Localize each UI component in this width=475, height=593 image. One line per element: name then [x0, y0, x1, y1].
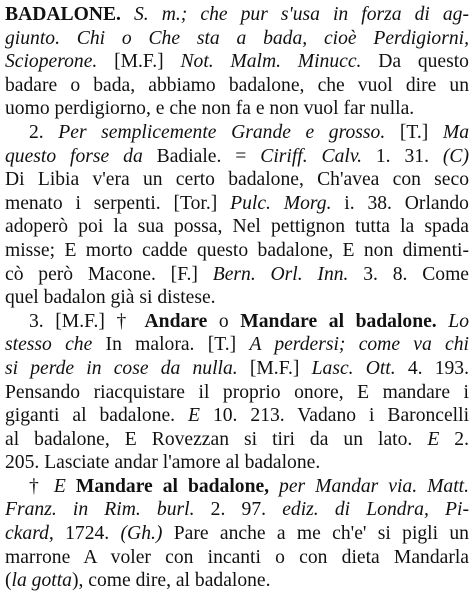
- italic-text-run: stesso che: [5, 334, 93, 356]
- text-line: [5, 546, 469, 570]
- text-run: Di Libia v'era un certo badalone, Ch'avea con seco: [5, 169, 469, 191]
- text-line: [5, 569, 469, 593]
- text-line: [5, 239, 469, 263]
- text-line: [5, 475, 469, 499]
- text-run: 2.: [29, 121, 59, 143]
- text-line: [5, 286, 469, 310]
- text-line: [5, 121, 469, 145]
- text-run: 4. 193.: [395, 357, 469, 379]
- text-run: adoperò poi la sua possa, Nel pettignon tutta la spada: [5, 216, 469, 238]
- italic-text-run: si perde in cose da nulla.: [5, 357, 238, 379]
- text-line: [5, 168, 469, 192]
- bold-text-run: Mandare al badalone,: [65, 475, 270, 497]
- text-run: [M.F.]: [237, 357, 312, 379]
- text-run: †: [29, 475, 54, 497]
- text-run: Badiale. =: [142, 145, 261, 167]
- text-run: quel badalon già si distese.: [5, 287, 216, 309]
- text-run: 3. [M.F.] †: [29, 310, 145, 332]
- text-line: [5, 498, 469, 522]
- italic-text-run: E: [53, 475, 66, 497]
- text-run: [T.]: [385, 121, 443, 143]
- text-run: cò però Macone. [F.]: [5, 263, 213, 285]
- text-line: [5, 451, 469, 475]
- italic-text-run: Bern. Orl. Inn.: [212, 263, 349, 285]
- text-line: [5, 50, 469, 74]
- italic-text-run: A perdersi; come va chi: [249, 334, 469, 356]
- italic-text-run: E: [427, 428, 440, 450]
- bold-text-run: Andare: [144, 310, 208, 332]
- italic-text-run: per Mandar via. Matt.: [269, 475, 469, 497]
- text-line: [5, 428, 469, 452]
- text-line: [5, 215, 469, 239]
- italic-text-run: Lasc. Ott.: [311, 357, 396, 379]
- italic-text-run: la gotta: [11, 570, 72, 592]
- italic-text-run: Ma: [442, 121, 469, 143]
- text-run: 205. Lasciate andar l'amore al badalone.: [5, 452, 321, 474]
- text-run: uomo perdigiorno, e che non fa e non vuol far nulla.: [5, 98, 415, 120]
- text-run: 2.: [439, 428, 469, 450]
- italic-text-run: Pulc. Morg.: [230, 192, 332, 214]
- text-run: [M.F.]: [97, 51, 181, 73]
- text-line: [5, 404, 469, 428]
- text-run: Da questo: [361, 51, 469, 73]
- text-line: [5, 145, 469, 169]
- italic-text-run: Ciriff. Calv.: [260, 145, 362, 167]
- text-run: marrone A voler con incanti o con dieta Mandarla: [5, 546, 469, 568]
- text-run: al badalone, E Rovezzan si tiri da un lato.: [5, 428, 428, 450]
- italic-text-run: giunto. Chi o Che sta a bada, cioè Perdigiorni,: [5, 27, 469, 49]
- text-run: 3. 8. Come: [348, 263, 469, 285]
- bold-text-run: Mandare al badalone.: [240, 310, 437, 332]
- italic-text-run: S. m.; che pur s'usa in forza di ag-: [120, 4, 469, 25]
- text-run: 10. 213. Vadano i Baroncelli: [200, 405, 469, 427]
- text-line: [5, 333, 469, 357]
- italic-text-run: ediz. di Londra, Pi-: [282, 499, 469, 521]
- text-line: [5, 357, 469, 381]
- text-run: ), come dire, al badalone.: [71, 570, 271, 592]
- italic-text-run: ckard,: [5, 523, 54, 545]
- text-line: [5, 97, 469, 121]
- italic-text-run: Franz. in Rim. burl.: [5, 499, 195, 521]
- text-line: [5, 74, 469, 98]
- bold-text-run: BADALONE.: [5, 4, 121, 25]
- italic-text-run: Scioperone.: [5, 51, 98, 73]
- text-line: [5, 522, 469, 546]
- text-run: 2. 97.: [194, 499, 283, 521]
- text-line: [5, 310, 469, 334]
- text-line: [5, 263, 469, 287]
- text-run: i. 38. Orlando: [331, 192, 469, 214]
- text-run: 1724.: [53, 523, 121, 545]
- italic-text-run: Not. Malm. Minucc.: [180, 51, 362, 73]
- text-line: [5, 192, 469, 216]
- text-run: o: [207, 310, 241, 332]
- italic-text-run: E: [188, 405, 201, 427]
- text-run: In malora. [T.]: [92, 334, 250, 356]
- italic-text-run: Lo: [436, 310, 469, 332]
- italic-text-run: questo forse da: [5, 145, 143, 167]
- italic-text-run: Per semplicemente Grande e grosso.: [58, 121, 386, 143]
- text-line: [5, 381, 469, 405]
- italic-text-run: (Gh.): [120, 523, 163, 545]
- text-run: giganti al badalone.: [5, 405, 189, 427]
- text-run: (: [5, 570, 12, 592]
- dictionary-entry-badalone: [5, 3, 469, 593]
- text-line: [5, 3, 469, 27]
- text-line: [5, 27, 469, 51]
- text-run: Pensando riacquistare il proprio onore, E mandare i: [5, 381, 469, 403]
- italic-text-run: (C): [442, 145, 469, 167]
- text-run: Pare anche a me ch'e' si pigli un: [162, 523, 469, 545]
- text-run: badare o bada, abbiamo badalone, che vuol dire un: [5, 74, 469, 96]
- text-run: misse; E morto cadde questo badalone, E non dimenti-: [5, 239, 469, 261]
- text-run: 1. 31.: [361, 145, 443, 167]
- text-run: menato i serpenti. [Tor.]: [5, 192, 231, 214]
